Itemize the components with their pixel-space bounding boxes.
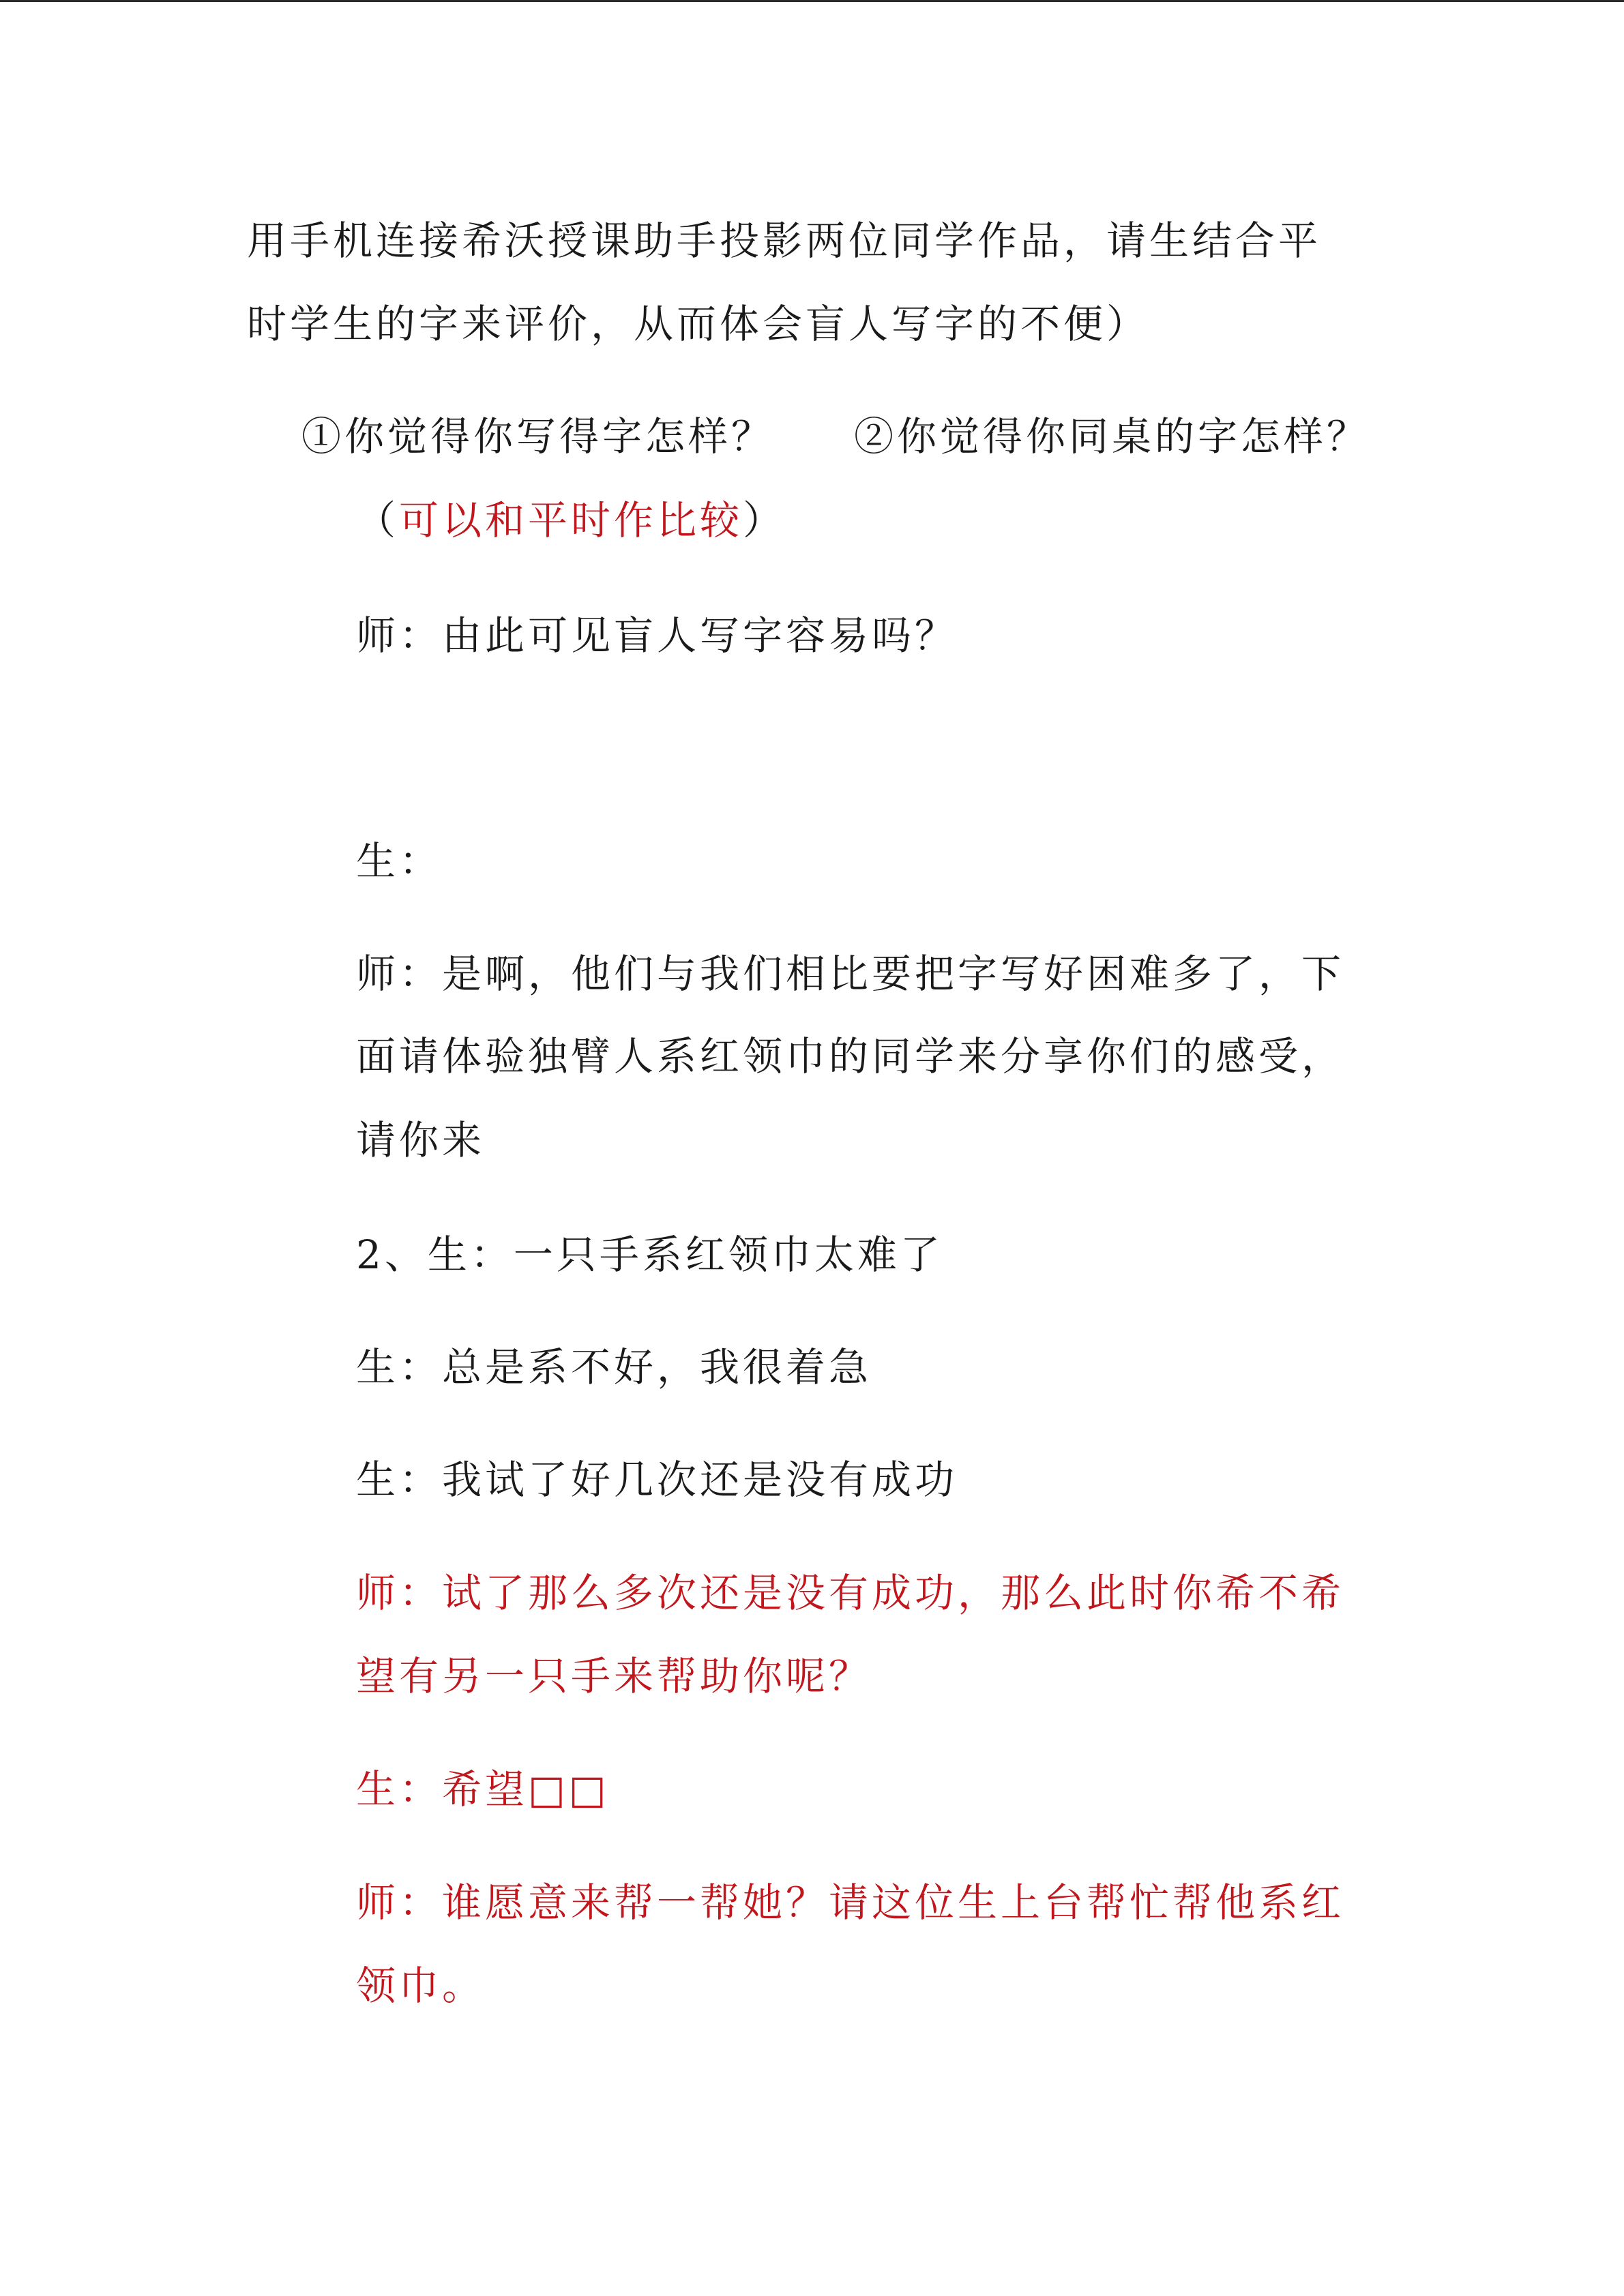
- text-line: 面请体验独臂人系红领巾的同学来分享你们的感受，: [356, 1033, 1345, 1079]
- hint-line: [356, 496, 786, 544]
- student-line: 生：: [356, 838, 443, 884]
- text-line: 用手机连接希沃授课助手投影两位同学作品，请生结合平: [247, 218, 1322, 264]
- text-line: 请你来: [356, 1117, 486, 1163]
- teacher-line: 师：是啊，他们与我们相比要把字写好困难多了，下: [356, 951, 1345, 997]
- question-2: ②你觉得你同桌的字怎样？: [854, 413, 1370, 460]
- student-line: 生：总是系不好，我很着急: [356, 1344, 872, 1390]
- question-1: ①你觉得你写得字怎样？: [301, 413, 775, 460]
- text-line: 望有另一只手来帮助你呢？: [356, 1653, 872, 1699]
- teacher-line: 师：由此可见盲人写字容易吗？: [356, 612, 958, 659]
- hint-text: 可以和平时作比较: [399, 497, 743, 543]
- paren-open: （: [356, 497, 400, 543]
- student-line: 生：我试了好几次还是没有成功: [356, 1457, 958, 1503]
- student-line: 2、生：一只手系红领巾太难了: [356, 1232, 943, 1278]
- text-line: 时学生的字来评价，从而体会盲人写字的不便）: [247, 301, 1150, 347]
- teacher-line: 师：谁愿意来帮一帮她？请这位生上台帮忙帮他系红: [356, 1879, 1345, 1926]
- student-line: 生：希望□□: [356, 1766, 610, 1813]
- teacher-line: 师：试了那么多次还是没有成功，那么此时你希不希: [356, 1570, 1345, 1616]
- text-line: 领巾。: [356, 1963, 486, 2009]
- page-top-border: [0, 0, 1624, 2]
- paren-close: ）: [743, 497, 786, 543]
